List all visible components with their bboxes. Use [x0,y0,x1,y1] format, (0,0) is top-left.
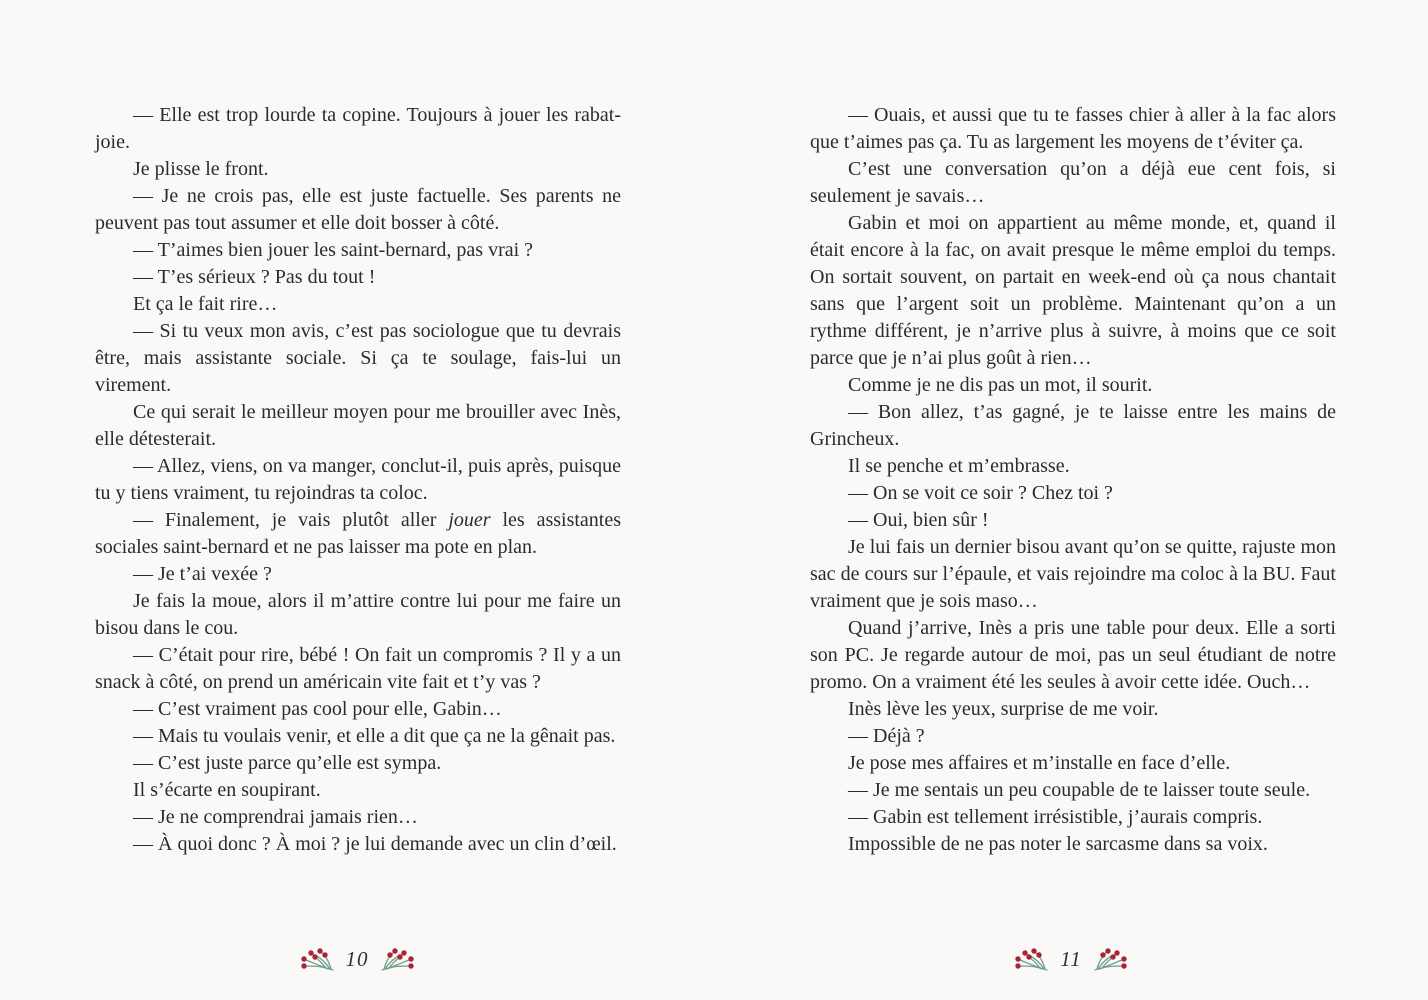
paragraph: — Si tu veux mon avis, c’est pas sociologue que tu devrais être, mais assistante sociale. Si ça te soulage, fais-lui un virement. [95,320,621,396]
paragraph: — Bon allez, t’as gagné, je te laisse entre les mains de Grincheux. [810,401,1336,450]
paragraph: Et ça le fait rire… [133,293,278,315]
paragraph: Je plisse le front. [133,158,269,180]
paragraph: Inès lève les yeux, surprise de me voir. [848,698,1159,720]
text-segment: les assistantes sociales saint-bernard et ne pas laisser ma pote en plan. [95,509,622,558]
page-number: 11 [1060,947,1082,971]
berry-sprig-icon [1012,947,1049,974]
paragraph: Il se penche et m’embrasse. [848,455,1070,477]
berry-sprig-icon [380,947,417,974]
paragraph: — C’est vraiment pas cool pour elle, Gabin… [133,698,502,720]
paragraph: — À quoi donc ? À moi ? je lui demande avec un clin d’œil. [133,833,617,855]
paragraph: — Je ne crois pas, elle est juste factuelle. Ses parents ne peuvent pas tout assumer et elle doit bosser à côté. [95,185,621,234]
emphasized-text: jouer [448,509,491,531]
paragraph: Comme je ne dis pas un mot, il sourit. [848,374,1153,396]
paragraph: — Elle est trop lourde ta copine. Toujours à jouer les rabat-joie. [95,104,621,153]
paragraph: Ce qui serait le meilleur moyen pour me brouiller avec Inès, elle détesterait. [95,401,621,450]
page-footer [0,947,714,974]
page-text [95,102,621,858]
paragraph: — Ouais, et aussi que tu te fasses chier à aller à la fac alors que t’aimes pas ça. Tu as largement les moyens de t’éviter ça. [810,104,1336,153]
page-right [714,0,1428,1000]
paragraph: — Mais tu voulais venir, et elle a dit que ça ne la gênait pas. [133,725,616,747]
paragraph: — Gabin est tellement irrésistible, j’aurais compris. [848,806,1263,828]
page-text [810,102,1336,858]
paragraph: Je fais la moue, alors il m’attire contre lui pour me faire un bisou dans le cou. [95,590,621,639]
paragraph: — Déjà ? [848,725,925,747]
paragraph: Je lui fais un dernier bisou avant qu’on se quitte, rajuste mon sac de cours sur l’épaule, et vais rejoindre ma coloc à la BU. Faut vraiment que je sois maso… [810,536,1336,612]
text-segment: — Finalement, je vais plutôt aller [133,509,449,531]
paragraph: C’est une conversation qu’on a déjà eue cent fois, si seulement je savais… [810,158,1336,207]
page-footer [714,947,1428,974]
paragraph: — T’aimes bien jouer les saint-bernard, pas vrai ? [133,239,534,261]
paragraph: Quand j’arrive, Inès a pris une table pour deux. Elle a sorti son PC. Je regarde autour de moi, pas un seul étudiant de notre promo. On a vraiment été les seules à avoir cette idée. Ouch… [810,617,1336,693]
paragraph: — C’était pour rire, bébé ! On fait un compromis ? Il y a un snack à côté, on prend un américain vite fait et t’y vas ? [95,644,621,693]
paragraph: — Je me sentais un peu coupable de te laisser toute seule. [848,779,1311,801]
berry-sprig-icon [1093,947,1130,974]
paragraph: — Je ne comprendrai jamais rien… [133,806,418,828]
paragraph: — On se voit ce soir ? Chez toi ? [848,482,1113,504]
paragraph: Gabin et moi on appartient au même monde, et, quand il était encore à la fac, on avait presque le même emploi du temps. On sortait souvent, on partait en week-end où ça nous chantait sans que l’argent soit un problème. Maintenant qu’on a un rythme différent, je n’arrive plus à suivre, à moins que ce soit parce que je n’ai plus goût à rien… [810,212,1336,369]
paragraph: Impossible de ne pas noter le sarcasme dans sa voix. [848,833,1268,855]
paragraph: — Je t’ai vexée ? [133,563,272,585]
paragraph: — C’est juste parce qu’elle est sympa. [133,752,442,774]
paragraph: Il s’écarte en soupirant. [133,779,321,801]
paragraph: Je pose mes affaires et m’installe en face d’elle. [848,752,1231,774]
paragraph: — Oui, bien sûr ! [848,509,989,531]
page-number: 10 [345,947,369,971]
paragraph: — Allez, viens, on va manger, conclut-il, puis après, puisque tu y tiens vraiment, tu rejoindras ta coloc. [95,455,621,504]
paragraph [95,507,621,561]
paragraph: — T’es sérieux ? Pas du tout ! [133,266,376,288]
berry-sprig-icon [298,947,335,974]
